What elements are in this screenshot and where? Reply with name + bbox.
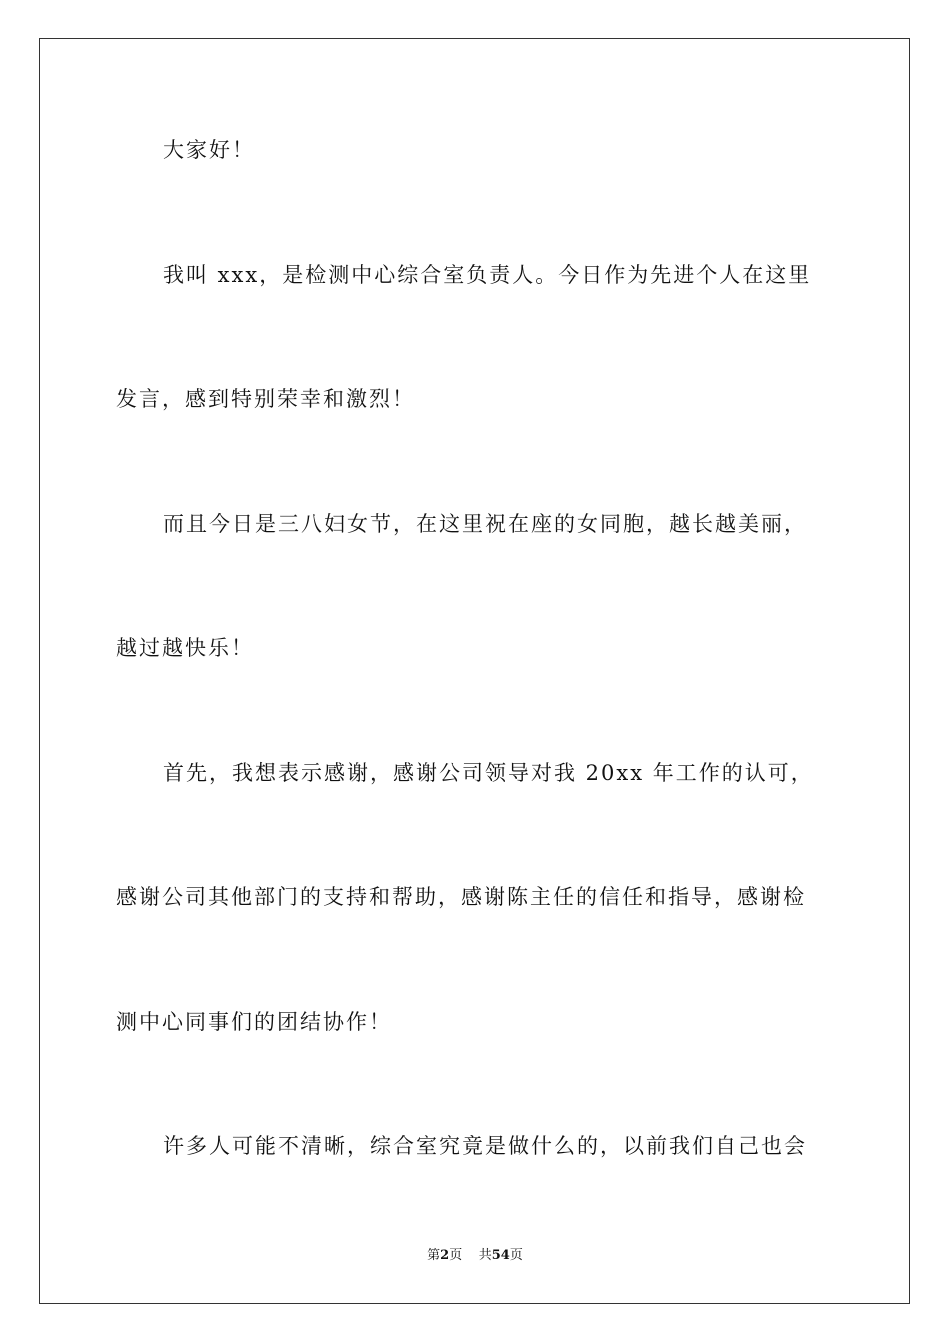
greeting-line: 大家好！ (163, 138, 255, 162)
footer-page-number: 2 (440, 1248, 450, 1263)
paragraph-3-line-2: 感谢公司其他部门的支持和帮助，感谢陈主任的信任和指导，感谢检 (116, 885, 806, 909)
footer-page-prefix: 第 (427, 1248, 441, 1263)
page-border (39, 38, 910, 1304)
paragraph-3-line-3: 测中心同事们的团结协作！ (116, 1010, 392, 1034)
footer-total-suffix: 页 (509, 1248, 523, 1263)
paragraph-1-line-2: 发言，感到特别荣幸和激烈！ (116, 387, 415, 411)
page-footer (0, 1247, 950, 1265)
paragraph-4-line-1: 许多人可能不清晰，综合室究竟是做什么的，以前我们自己也会 (163, 1134, 807, 1158)
paragraph-2-line-1: 而且今日是三八妇女节，在这里祝在座的女同胞，越长越美丽， (163, 512, 807, 536)
footer-page-suffix: 页 (449, 1248, 463, 1263)
paragraph-2-line-2: 越过越快乐！ (116, 636, 254, 660)
paragraph-1-line-1: 我叫 xxx，是检测中心综合室负责人。今日作为先进个人在这里 (163, 263, 812, 287)
footer-total-pages: 54 (491, 1248, 510, 1263)
paragraph-3-line-1: 首先，我想表示感谢，感谢公司领导对我 20xx 年工作的认可， (163, 761, 814, 785)
footer-total-prefix: 共 (478, 1248, 492, 1263)
